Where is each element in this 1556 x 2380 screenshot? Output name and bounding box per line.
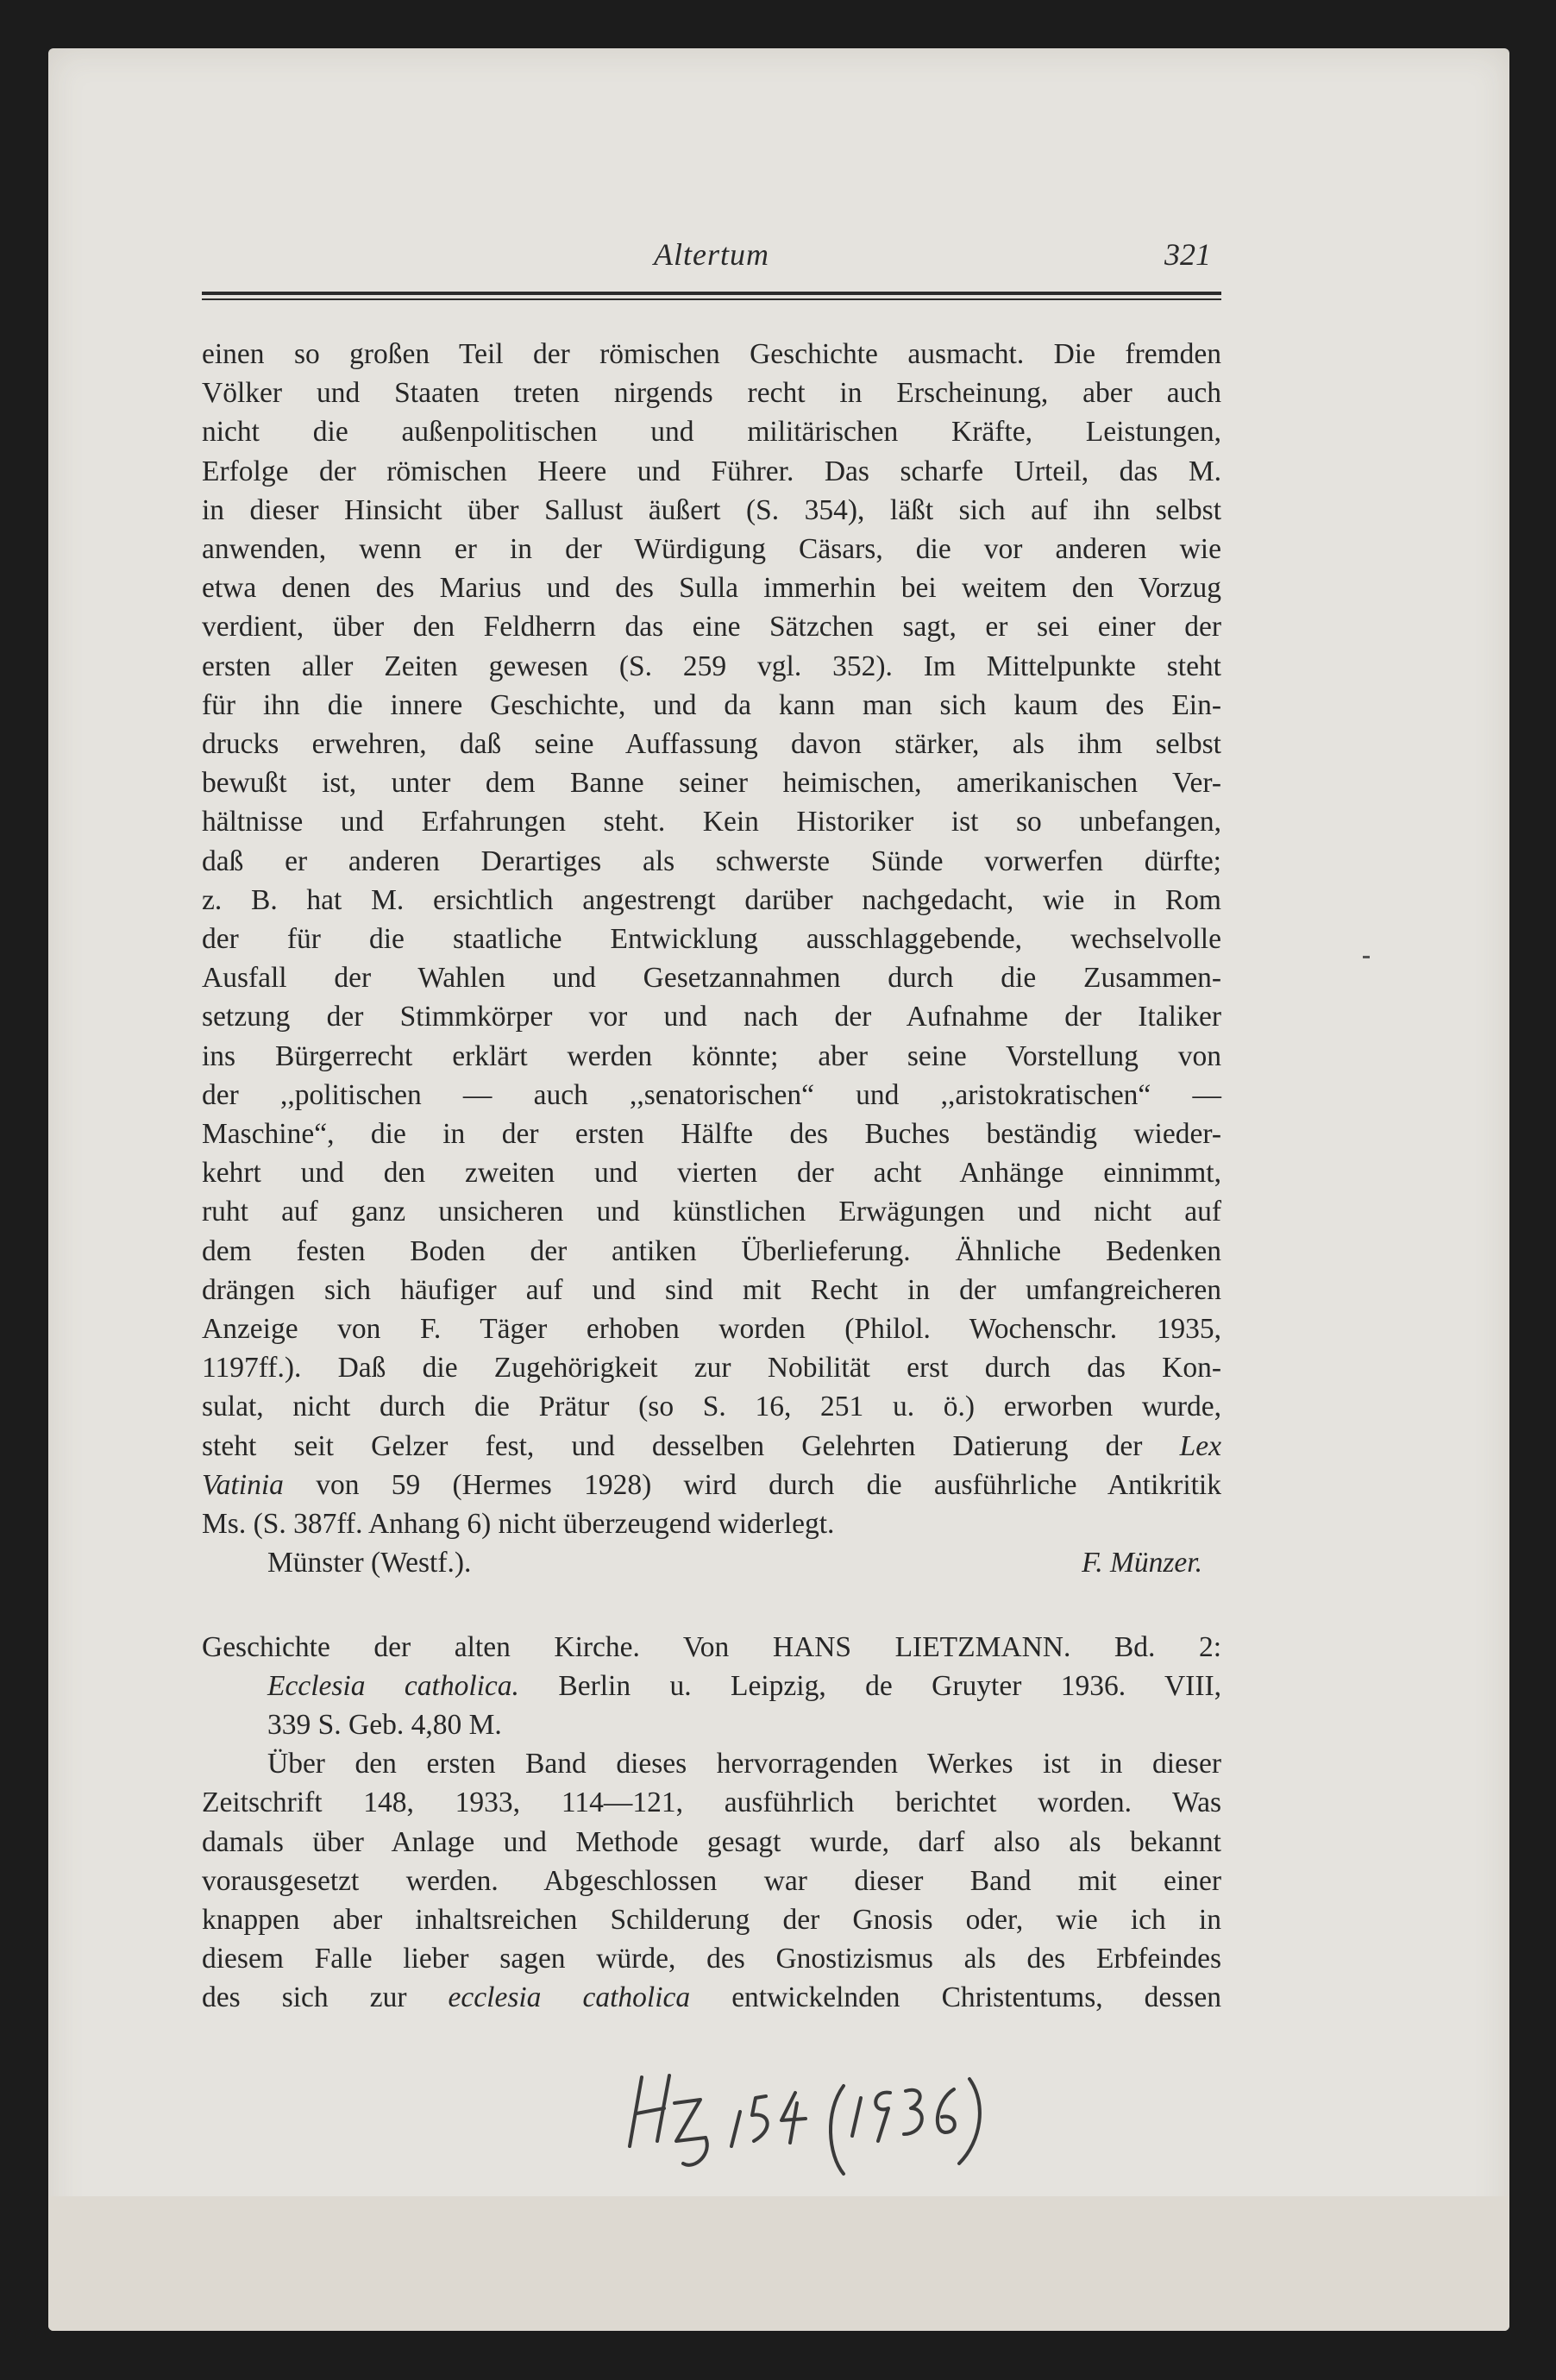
text-line: anwenden, wenn er in der Würdigung Cäsars, die vor anderen wie bbox=[202, 533, 1221, 566]
text-line: Über den ersten Band dieses hervorragenden Werkes ist in dieser bbox=[267, 1748, 1221, 1780]
text-line: Ms. (S. 387ff. Anhang 6) nicht überzeugend widerlegt. bbox=[202, 1508, 835, 1541]
text-line: damals über Anlage und Methode gesagt wurde, darf also als bekannt bbox=[202, 1825, 1221, 1858]
signature-reviewer: F. Münzer. bbox=[1082, 1547, 1202, 1579]
text-line: Maschine“, die in der ersten Hälfte des Buches beständig wieder- bbox=[202, 1118, 1221, 1151]
text-segment: von 59 (Hermes 1928) wird durch die ausführliche Antikritik bbox=[283, 1468, 1221, 1501]
text-line: diesem Falle lieber sagen würde, des Gnostizismus als des Erbfeindes bbox=[202, 1943, 1221, 1975]
text-line: nicht die außenpolitischen und militärischen Kräfte, Leistungen, bbox=[202, 416, 1221, 449]
handwritten-catalog-note bbox=[612, 2051, 1061, 2181]
text-line: daß er anderen Derartiges als schwerste Sünde vorwerfen dürfte; bbox=[202, 845, 1221, 877]
text-line: bewußt ist, unter dem Banne seiner heimischen, amerikanischen Ver- bbox=[202, 767, 1221, 800]
page-bottom-edge bbox=[48, 2196, 1509, 2331]
section-gap bbox=[202, 1583, 1221, 1628]
text-line: Völker und Staaten treten nirgends recht in Erscheinung, aber auch bbox=[202, 377, 1221, 410]
text-line: Anzeige von F. Täger erhoben worden (Philol. Wochenschr. 1935, bbox=[202, 1313, 1221, 1346]
text-line: 1197ff.). Daß die Zugehörigkeit zur Nobilität erst durch das Kon- bbox=[202, 1352, 1221, 1385]
text-line: einen so großen Teil der römischen Geschichte ausmacht. Die fremden bbox=[202, 338, 1221, 370]
text-line: knappen aber inhaltsreichen Schilderung der Gnosis oder, wie ich in bbox=[202, 1903, 1221, 1936]
text-line: verdient, über den Feldherrn das eine Sätzchen sagt, er sei einer der bbox=[202, 611, 1221, 644]
text-segment: Berlin u. Leipzig, de Gruyter 1936. VIII, bbox=[518, 1669, 1222, 1702]
text-line: drängen sich häufiger auf und sind mit Recht in der umfangreicheren bbox=[202, 1273, 1221, 1306]
review-heading: 339 S. Geb. 4,80 M. bbox=[267, 1708, 502, 1741]
text-line: dem festen Boden der antiken Überlieferung. Ähnliche Bedenken bbox=[202, 1234, 1221, 1267]
text-line: etwa denen des Marius und des Sulla immerhin bei weitem den Vorzug bbox=[202, 572, 1221, 605]
text-segment: entwickelnden Christentums, dessen bbox=[690, 1981, 1221, 2014]
text-line: setzung der Stimmkörper vor und nach der Aufnahme der Italiker bbox=[202, 1001, 1221, 1033]
text-segment: steht seit Gelzer fest, und desselben Gelehrten Datierung der bbox=[202, 1429, 1143, 1462]
text-line: der ,,politischen — auch ,,senatorischen“ und ,,aristokratischen“ — bbox=[202, 1078, 1221, 1111]
text-line: kehrt und den zweiten und vierten der acht Anhänge einnimmt, bbox=[202, 1157, 1221, 1190]
text-line: in dieser Hinsicht über Sallust äußert (S. 354), läßt sich auf ihn selbst bbox=[202, 493, 1221, 526]
italic-term: ecclesia catholica bbox=[448, 1981, 691, 2014]
header-rule-thin bbox=[202, 298, 1221, 300]
text-line: Ausfall der Wahlen und Gesetzannahmen durch die Zusammen- bbox=[202, 962, 1221, 995]
review-signature bbox=[202, 1543, 1221, 1582]
running-head bbox=[202, 231, 1221, 283]
text-line: Erfolge der römischen Heere und Führer. Das scharfe Urteil, das M. bbox=[202, 455, 1221, 487]
header-rule bbox=[202, 292, 1221, 295]
section-title: Altertum bbox=[654, 237, 769, 272]
text-line: ins Bürgerrecht erklärt werden könnte; aber seine Vorstellung von bbox=[202, 1039, 1221, 1072]
margin-mark bbox=[1363, 956, 1370, 958]
italic-term: Lex bbox=[1179, 1429, 1221, 1462]
review-heading bbox=[202, 1667, 1221, 1705]
text-line: drucks erwehren, daß seine Auffassung davon stärker, als ihm selbst bbox=[202, 728, 1221, 761]
text-line: z. B. hat M. ersichtlich angestrengt darüber nachgedacht, wie in Rom bbox=[202, 883, 1221, 916]
text-line bbox=[202, 1466, 1221, 1504]
text-segment: des sich zur bbox=[202, 1981, 449, 2014]
text-line: der für die staatliche Entwicklung ausschlaggebende, wechselvolle bbox=[202, 923, 1221, 956]
text-line bbox=[202, 1427, 1221, 1466]
italic-title: Ecclesia catholica. bbox=[267, 1669, 519, 1702]
text-line: vorausgesetzt werden. Abgeschlossen war dieser Band mit einer bbox=[202, 1864, 1221, 1897]
signature-place: Münster (Westf.). bbox=[267, 1547, 472, 1579]
text-line: Zeitschrift 148, 1933, 114—121, ausführlich berichtet worden. Was bbox=[202, 1787, 1221, 1819]
text-line bbox=[202, 1978, 1221, 2017]
page-number: 321 bbox=[1164, 237, 1211, 272]
review-heading: Geschichte der alten Kirche. Von HANS LIETZMANN. Bd. 2: bbox=[202, 1630, 1221, 1663]
text-line: ruht auf ganz unsicheren und künstlichen Erwägungen und nicht auf bbox=[202, 1196, 1221, 1228]
body-text bbox=[202, 335, 1221, 2018]
text-line: sulat, nicht durch die Prätur (so S. 16, 251 u. ö.) erworben wurde, bbox=[202, 1391, 1221, 1423]
italic-term: Vatinia bbox=[202, 1468, 284, 1501]
text-line: für ihn die innere Geschichte, und da kann man sich kaum des Ein- bbox=[202, 688, 1221, 721]
text-line: hältnisse und Erfahrungen steht. Kein Historiker ist so unbefangen, bbox=[202, 806, 1221, 838]
text-line: ersten aller Zeiten gewesen (S. 259 vgl. 352). Im Mittelpunkte steht bbox=[202, 650, 1221, 682]
